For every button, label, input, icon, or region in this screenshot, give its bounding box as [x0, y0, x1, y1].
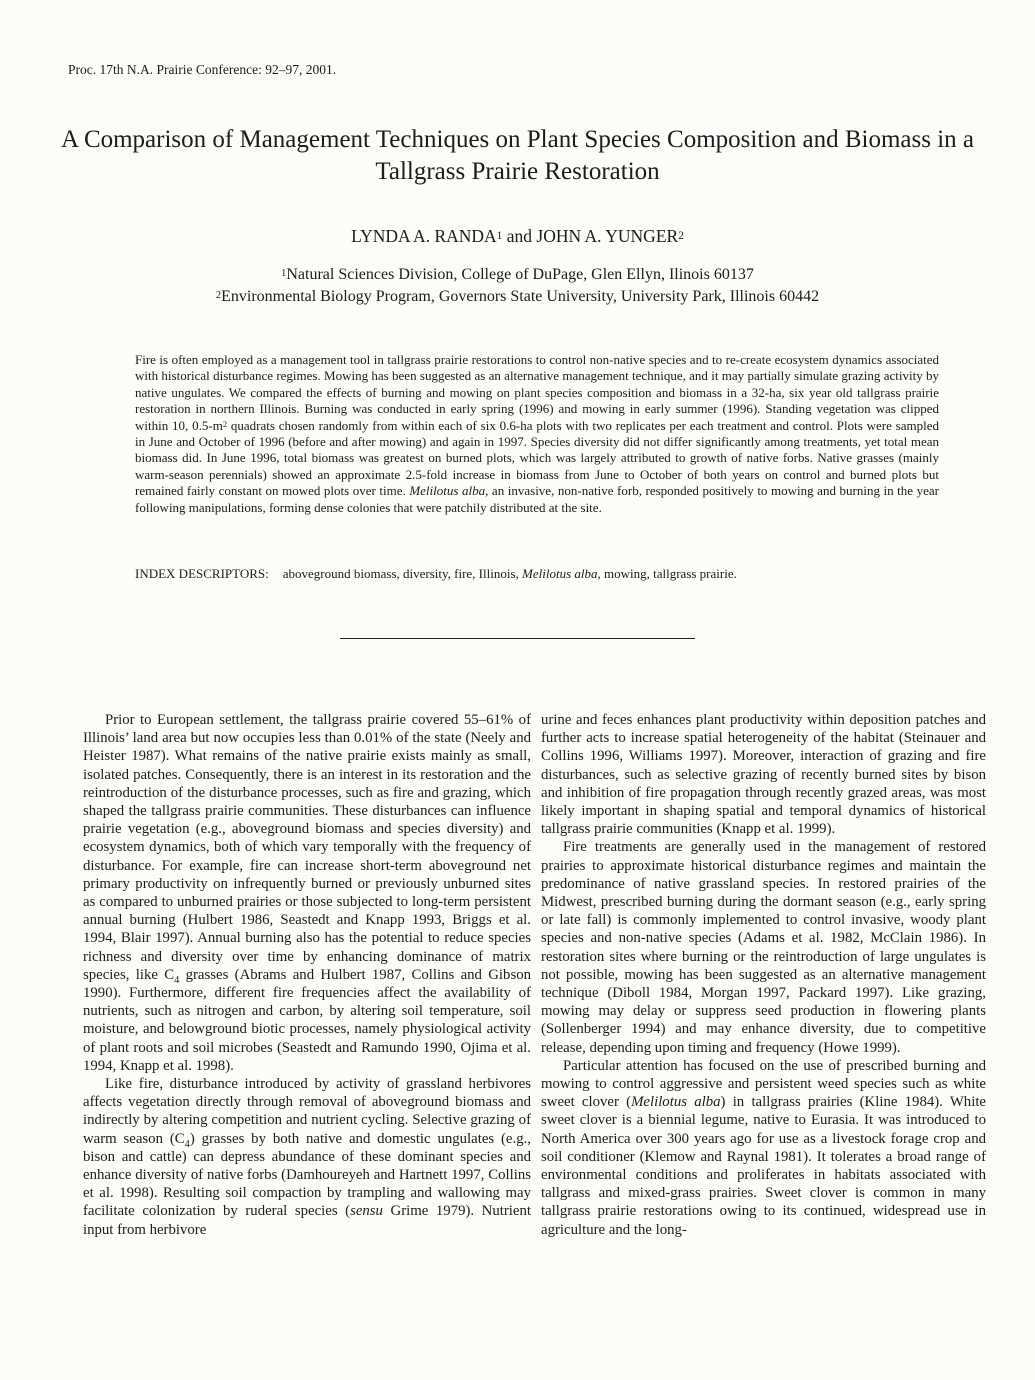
affiliation-text: Environmental Biology Program, Governors State University, University Park, Illinois 60442 [221, 288, 820, 305]
affiliation-1 [60, 266, 975, 284]
species-name: Melilotus alba [631, 1094, 721, 1111]
index-label: INDEX DESCRIPTORS: [135, 566, 269, 581]
body-text: Prior to European settlement, the tallgrass prairie covered 55–61% of Illinois’ land area but now occupies less than 0.01% of the state (Neely and Heister 1987). What remains of the native prairie exists mainly as small, isolated patches. Consequently, there is an interest in its restoration and the reintroduction of the disturbance processes, such as fire and grazing, which shaped the tallgrass prairie communities. These disturbances can influence prairie vegetation (e.g., aboveground biomass and species diversity) and ecosystem dynamics, both of which vary temporally with the frequency of disturbance. For example, fire can increase short-term aboveground net primary productivity on infrequently burned or previously unburned sites as compared to unburned prairies or those subjected to long-term persistent annual burning (Hulbert 1986, Seastedt and Knapp 1993, Briggs et al. 1994, Blair 1997). Annual burning also has the potential to reduce species richness and diversity over time by enhancing dominance of matrix species, like C [83, 712, 531, 983]
body-column-left [83, 711, 531, 1239]
abstract-text: quadrats chosen randomly from within each of six 0.6-ha plots with two replicates per each treatment and control. Plots were sampled in June and October of 1996 (before and after mowing) and again in 1997. Species diversity did not differ significantly among treatments, yet total mean biomass did. In June 1996, total biomass was greatest on burned plots, which was largely attributed to growth of native forbs. Native grasses (mainly warm-season perennials) showed an approximate 2.5-fold increase in biomass from June to October of both years on control and burned plots but remained fairly constant on mowed plots over time. [135, 417, 939, 499]
abstract-text: an invasive, non-native forb, responded positively to mowing and burning in the year following manipulations, forming dense colonies that were patchily distributed at the site. [135, 483, 939, 515]
affiliation-2 [60, 288, 975, 306]
body-paragraph [83, 711, 531, 1075]
abstract-species-name: Melilotus alba, [409, 483, 489, 499]
affiliation-mark: 2 [215, 289, 222, 301]
body-text: ) grasses by both native and domestic ungulates (e.g., bison and cattle) can depress abundance of these dominant species and enhance diversity of native forbs (Damhoureyeh and Hartnett 1997, Collins et al. 1998). Resulting soil compaction by trampling and wallowing may facilitate colonization by ruderal species ( [83, 1130, 531, 1220]
subscript: 4 [184, 1138, 190, 1150]
author-yunger: JOHN A. YUNGER [536, 226, 679, 246]
paper-title: A Comparison of Management Techniques on Plant Species Composition and Biomass in a Tallgrass Prairie Restoration [61, 126, 974, 185]
section-divider [340, 638, 695, 639]
body-text: Like fire, disturbance introduced by activity of grassland herbivores affects vegetation directly through removal of aboveground biomass and indirectly by altering competition and nutrient cycling. Selective grazing of warm season (C [83, 1076, 531, 1147]
index-terms: mowing, tallgrass prairie. [600, 566, 737, 581]
author-joiner: and [502, 226, 537, 246]
index-species-name: Melilotus alba, [522, 566, 601, 581]
author-line [60, 226, 975, 247]
body-column-right [541, 711, 986, 1239]
citation-header: Proc. 17th N.A. Prairie Conference: 92–97, 2001. [68, 62, 337, 77]
body-paragraph: urine and feces enhances plant productivity within deposition patches and further acts to increase spatial heterogeneity of the habitat (Steinauer and Collins 1996, Williams 1997). Moreover, interaction of grazing and fire disturbances, such as selective grazing of recently burned sites by bison and inhibition of fire propagation through recently grazed areas, was most likely important in shaping spatial and temporal dynamics of historical tallgrass prairie communities (Knapp et al. 1999). [541, 712, 986, 838]
author-mark-2: 2 [678, 229, 684, 242]
abstract-superscript: 2 [222, 419, 228, 430]
body-text: Grime 1979). Nutrient input from herbivore [83, 1203, 531, 1238]
body-text: ) in tallgrass prairies (Kline 1984). White sweet clover is a biennial legume, native to Eurasia. It was introduced to North America over 300 years ago for use as a livestock forage crop and soil conditioner (Klemow and Raynal 1981). It tolerates a broad range of environmental conditions and proliferates in habitats associated with tallgrass and mixed-grass prairies. Sweet clover is common in many tallgrass prairie restorations owing to its continued, widespread use in agriculture and the long- [541, 1094, 986, 1238]
body-paragraph [541, 1057, 986, 1239]
italic-term: sensu [350, 1203, 383, 1220]
index-descriptors [135, 566, 939, 582]
body-paragraph [83, 1075, 531, 1239]
author-mark-1: 1 [496, 229, 503, 242]
subscript: 4 [174, 974, 180, 986]
author-randa: LYNDA A. RANDA [351, 226, 497, 246]
affiliation-text: Natural Sciences Division, College of DuPage, Glen Ellyn, Ilinois 60137 [286, 266, 754, 283]
body-text: Particular attention has focused on the use of prescribed burning and mowing to control aggressive and persistent weed species such as white sweet clover ( [541, 1057, 986, 1111]
body-text: grasses (Abrams and Hulbert 1987, Collins and Gibson 1990). Furthermore, different fire frequencies affect the availability of nutrients, such as nitrogen and carbon, by altering soil temperature, soil moisture, and belowground biotic processes, namely physiological activity of plant roots and soil microbes (Seastedt and Ramundo 1990, Ojima et al. 1994, Knapp et al. 1998). [83, 966, 531, 1074]
index-terms: aboveground biomass, diversity, fire, Illinois, [282, 566, 523, 581]
affiliation-mark: 1 [281, 267, 287, 279]
abstract [135, 352, 939, 516]
abstract-text: Fire is often employed as a management tool in tallgrass prairie restorations to control non-native species and to re-create ecosystem dynamics associated with historical disturbance regimes. Mowing has been suggested as an alternative management technique, and it may partially simulate grazing activity by native ungulates. We compared the effects of burning and mowing on plant species composition and biomass in a 32-ha, six year old tallgrass prairie restoration in northern Illinois. Burning was conducted in early spring (1996) and mowing in early summer (1996). Standing vegetation was clipped within 10, 0.5-m [135, 352, 939, 433]
body-paragraph: Fire treatments are generally used in the management of restored prairies to approximate historical disturbance regimes and maintain the predominance of native grassland species. In restored prairies of the Midwest, prescribed burning during the dormant season (e.g., early spring or late fall) is commonly implemented to control invasive, woody plant species and non-native species (Adams et al. 1982, McClain 1986). In restoration sites where burning or the reintroduction of large ungulates is not possible, mowing has been suggested as an alternative management technique (Diboll 1984, Morgan 1997, Packard 1997). Like grazing, mowing may delay or suppress seed production in flowering plants (Sollenberger 1994) and may enhance diversity, due to competitive release, depending upon timing and frequency (Howe 1999). [541, 839, 986, 1056]
